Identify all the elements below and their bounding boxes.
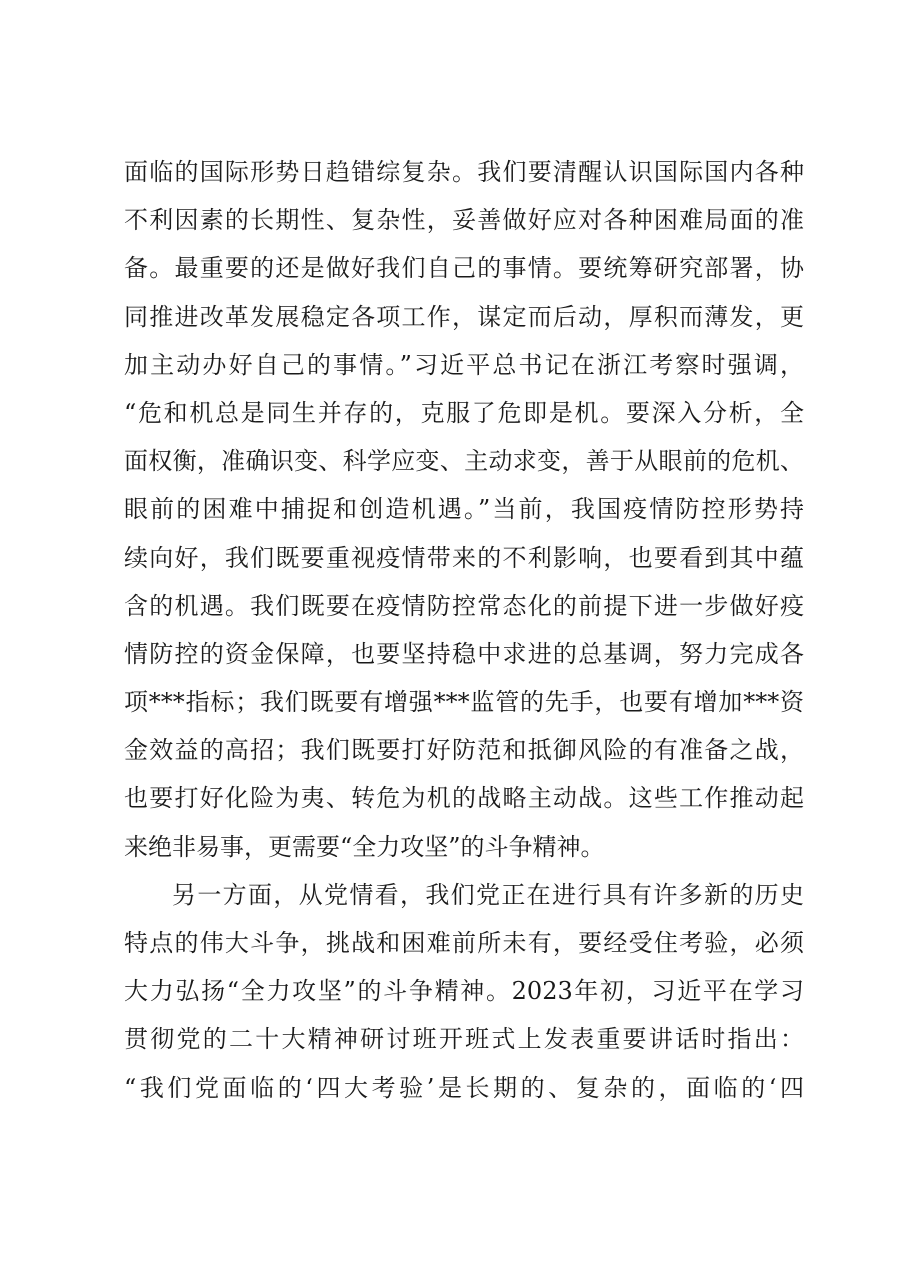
text-line: 情防控的资金保障，也要坚持稳中求进的总基调，努力完成各 <box>124 639 804 668</box>
text-line: 也要打好化险为夷、转危为机的战略主动战。这些工作推动起 <box>124 784 804 813</box>
text-line: 含的机遇。我们既要在疫情防控常态化的前提下进一步做好疫 <box>124 591 804 620</box>
text-line: 续向好，我们既要重视疫情带来的不利影响，也要看到其中蕴 <box>124 543 804 572</box>
text-line: 大力弘扬“全力攻坚”的斗争精神。2023年初，习近平在学习 <box>124 977 804 1006</box>
paragraph-2 <box>124 871 804 1112</box>
text-line: “我们党面临的‘四大考验’是长期的、复杂的，面临的‘四 <box>124 1073 804 1102</box>
text-line: 备。最重要的还是做好我们自己的事情。要统筹研究部署，协 <box>124 254 804 283</box>
paragraph-1 <box>124 148 804 871</box>
body-text <box>124 148 804 1112</box>
text-line: 面权衡，准确识变、科学应变、主动求变，善于从眼前的危机、 <box>124 447 804 476</box>
text-line: 面临的国际形势日趋错综复杂。我们要清醒认识国际国内各种 <box>124 158 804 186</box>
text-line: 眼前的困难中捕捉和创造机遇。”当前，我国疫情防控形势持 <box>124 495 804 524</box>
text-line: 加主动办好自己的事情。”习近平总书记在浙江考察时强调， <box>124 350 804 379</box>
text-line: “危和机总是同生并存的，克服了危即是机。要深入分析，全 <box>124 398 804 427</box>
text-line: 不利因素的长期性、复杂性，妥善做好应对各种困难局面的准 <box>124 206 804 235</box>
text-line: 金效益的高招；我们既要打好防范和抵御风险的有准备之战， <box>124 736 804 765</box>
text-line: 贯彻党的二十大精神研讨班开班式上发表重要讲话时指出： <box>124 1025 804 1054</box>
text-line: 来绝非易事，更需要“全力攻坚”的斗争精神。 <box>124 832 605 861</box>
text-line: 项***指标；我们既要有增强***监管的先手，也要有增加***资 <box>124 688 804 717</box>
text-line: 另一方面，从党情看，我们党正在进行具有许多新的历史 <box>172 880 804 909</box>
text-line: 同推进改革发展稳定各项工作，谋定而后动，厚积而薄发，更 <box>124 302 804 331</box>
text-line: 特点的伟大斗争，挑战和困难前所未有，要经受住考验，必须 <box>124 929 804 957</box>
